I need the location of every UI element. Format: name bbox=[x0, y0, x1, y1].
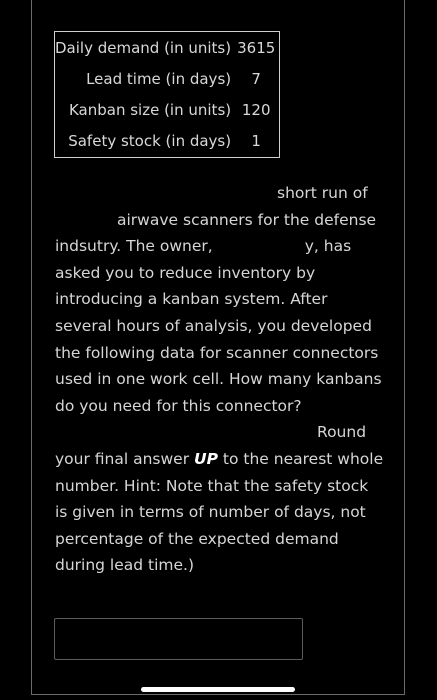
table-label: Kanban size (in units) bbox=[68, 101, 232, 120]
question-line-3-start: indsutry. The owner, bbox=[55, 237, 213, 256]
question-line-3-end: y, has bbox=[304, 237, 352, 256]
question-body: asked you to reduce inventory by introducing a kanban system. After several hours of analysis, you developed the following data for scanner connectors used in one work cell. How many kanbans do you need for this connector? bbox=[55, 263, 382, 415]
table-value: 120 bbox=[241, 101, 271, 120]
answer-instruction-start: your final answer bbox=[55, 449, 190, 468]
answer-input[interactable] bbox=[54, 618, 303, 660]
table-label: Daily demand (in units) bbox=[55, 38, 232, 57]
table-row bbox=[55, 63, 280, 94]
table-value: 3615 bbox=[237, 38, 276, 57]
question-line-2: airwave scanners for the defense bbox=[117, 210, 377, 229]
question-text bbox=[55, 180, 385, 579]
question-line-1: short run of bbox=[277, 184, 368, 202]
table-label: Lead time (in days) bbox=[86, 69, 232, 88]
table-row bbox=[55, 126, 280, 158]
table-value: 1 bbox=[251, 132, 261, 151]
answer-instruction-emphasis: UP bbox=[194, 449, 218, 468]
answer-instruction-end: to the nearest whole number. Hint: Note that the safety stock is given in terms of number of days, not percentage of the expected demand during lead time.) bbox=[55, 449, 384, 575]
table-row bbox=[55, 32, 280, 64]
data-table bbox=[54, 31, 280, 158]
table-label: Safety stock (in days) bbox=[68, 132, 232, 151]
home-indicator bbox=[141, 687, 295, 692]
round-label: Round bbox=[317, 423, 367, 442]
table-row bbox=[55, 94, 280, 125]
table-value: 7 bbox=[251, 69, 261, 88]
